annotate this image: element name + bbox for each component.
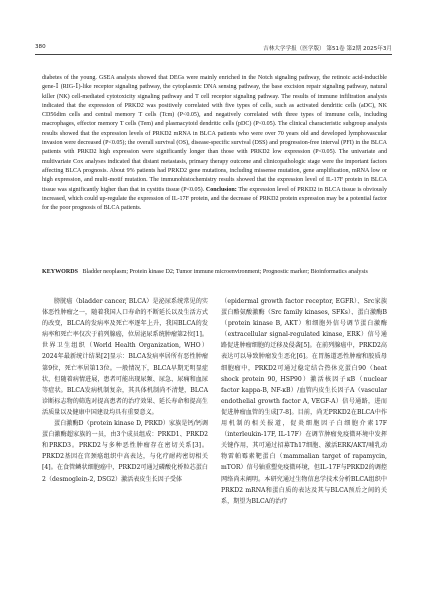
conclusion-label: Conclusion: bbox=[205, 186, 237, 193]
abstract-results-text: diabetes of the young. GSEA analysis showed that DEGs were mainly enriched in the Notch signaling pathway, the retinoic acid-inducible gene-Ⅰ (RIG-Ⅰ)-like receptor signaling pathway, the cytoplasmic DNA sensing pathway, the base excision repair signaling pathway, natural killer (NK) cell-mediated cytotoxicity signaling pathway and T cell receptor signaling pathway. The results of immune infiltration analysis indicated that the expression of PRKD2 was positively correlated with five types of cells, such as activated dendritic cells (aDC), NK CD56dim cells and central memory T cells (Tcm) (P<0.05), and negatively correlated with three types of immune cells, including macrophages, effector memory T cells (Tem) and plasmacytoid dendritic cells (pDC) (P<0.05). The clinical characteristic subgroup analysis results showed that the expression levels of PRKD2 mRNA in BLCA patients who were over 70 years old and developed lymphovascular invasion were decreased (P<0.05); the overall survival (OS), disease-specific survival (DSS) and progression-free interval (PFI) in the BLCA patients with PRKD2 high expression were significantly longer than those with PRKD2 low expression (P<0.05). The univariate and multivariate Cox analyses indicated that distant metastasis, primary therapy outcome and clinicopathologic stage were the important factors affecting BLCA prognosis. About 9% patients had PRKD2 gene mutations, including missense mutation, gene amplification, mRNA low or high expression, and multi-motif mutation. The immunohistochemistry results showed that the expression level of IL-17F protein in BLCA tissue was significantly higher than that in cystitis tissue (P<0.05). bbox=[42, 75, 387, 193]
conclusion-text: The expression level of PRKD2 in BLCA tissue is obviously increased, which could up-regulate the expression of IL-17F protein, and the decrease of PRKD2 protein expression may be a potential factor for the poor prognosis of BLCA patients. bbox=[42, 186, 387, 212]
journal-running-title: 吉林大学学报（医学版） 第51卷 第2期 2025年3月 bbox=[263, 46, 392, 52]
paragraph: 膀胱癌（bladder cancer, BLCA）是泌尿系统常见的实体恶性肿瘤之一，随着我国人口寿命的不断延长以及生活方式的改变，BLCA的发病率及死亡率逐年上升，我国BLCA的发病率和死亡率仅次于前列腺癌，位居泌尿系统肿瘤第2位[1]。世界卫生组织（World Health Organization, WHO）2024年最新统计结果[2]显示：BLCA发病率居所有恶性肿瘤第9位，死亡率居第13位。一般情况下，BLCA早期无明显症状，但随着病情进展，患者可能出现尿频、尿急、尿痛和血尿等症状。BLCA发病机制复杂，其具体机制尚不清楚，BLCA诊断标志物的筛选对提高患者的治疗效果、延长寿命和提高生活质量以及健康中国建设均具有重要意义。 bbox=[42, 298, 208, 416]
keywords-section bbox=[42, 268, 387, 277]
paragraph: （epidermal growth factor receptor, EGFR）、Src家族蛋白酪氨酸激酶（Src family kinases, SFKs）、蛋白激酶B（protein kinase B, AKT）和细胞外信号调节蛋白激酶（extracellular signal-regulated kinase, ERK）信号通路促进肿瘤细胞的迁移及侵袭[5]。在前列腺癌中，PRKD2高表达可以导致肿瘤发生恶化[6]。在胃肠道恶性肿瘤和胶质母细胞瘤中，PRKD2可通过稳定结合热休克蛋白90（heat shock protein 90, HSP90）激活核因子κB（nuclear factor kappa-B, NF-κB）/血管内皮生长因子A（vascular endothelial growth factor A, VEGF-A）信号通路，进而促进肿瘤血管的生成[7-8]。目前，尚无PRKD2在BLCA中作用机制的相关报道，促炎细胞因子白细胞介素17F（interleukin-17F, IL-17F）在调节肿瘤免疫微环境中发挥关键作用，其可通过招募Th17细胞、激活ERK/AKT/哺乳动物雷帕霉素靶蛋白（mammalian target of rapamycin, mTOR）信号轴重塑免疫微环境，但IL-17F与PRKD2的调控网络尚未阐明。本研究通过生物信息学技术分析BLCA组织中PRKD2 mRNA和蛋白质的表达及其与BLCA预后之间的关系，期望为BLCA的治疗 bbox=[221, 298, 387, 505]
left-column bbox=[42, 296, 208, 485]
body-text bbox=[42, 296, 387, 586]
header-rule bbox=[35, 54, 392, 55]
page-header bbox=[35, 44, 392, 54]
page-number: 380 bbox=[35, 44, 46, 50]
right-column bbox=[221, 296, 387, 507]
keywords-label: KEYWORDS bbox=[42, 269, 78, 275]
paragraph: 蛋白激酶D（protein kinase D, PRKD）家族是钙/钙调蛋白激酶超家族的一员，由3个成员组成：PRKD1、PRKD2和PRKD3。PRKD2与多种恶性肿瘤存在密切关系[3]。PRKD2基因在宫颈癌组织中高表达，与化疗耐药密切相关[4]。在食管鳞状细胞癌中，PRKD2可通过磷酸化桥粒芯蛋白2（desmoglein-2, DSG2）激活表皮生长因子受体 bbox=[42, 420, 208, 483]
keywords-text: Bladder neoplasm; Protein kinase D2; Tumor immune microenvironment; Prognostic marker; Bioinformatics analysis bbox=[82, 269, 368, 275]
english-abstract bbox=[42, 74, 387, 213]
